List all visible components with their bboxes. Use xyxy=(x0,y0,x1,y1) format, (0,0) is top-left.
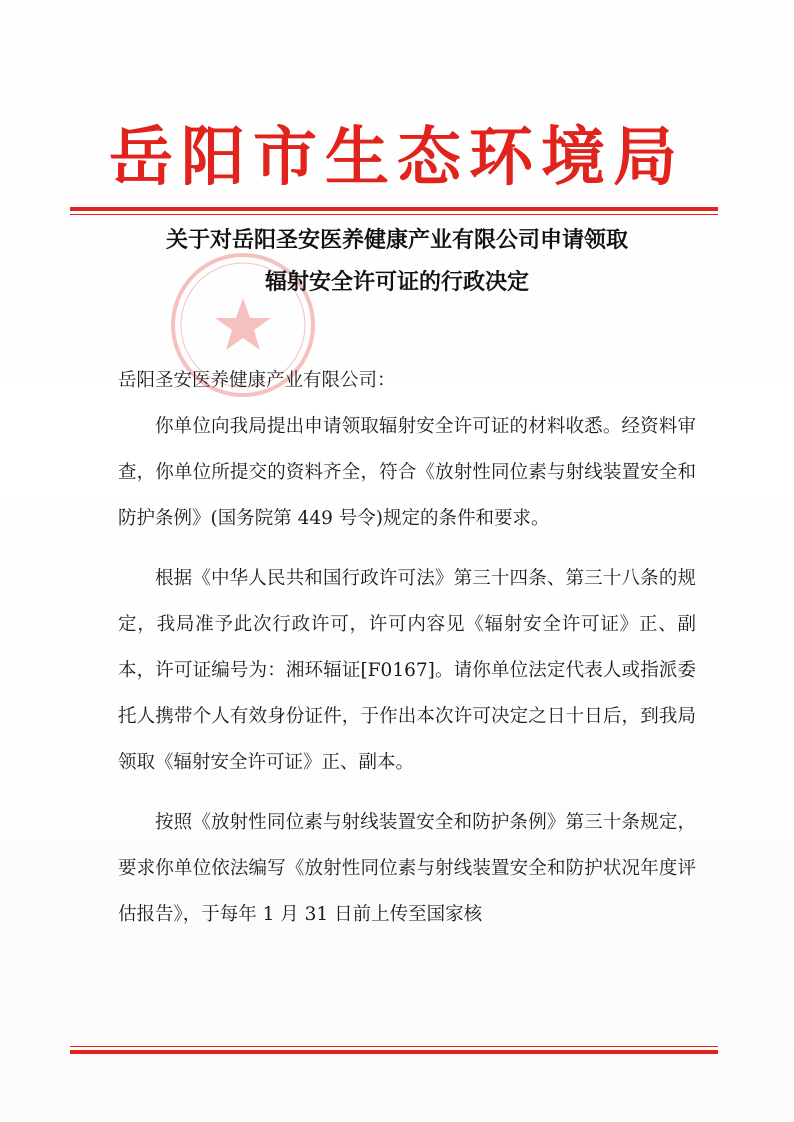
paragraph-1: 你单位向我局提出申请领取辐射安全许可证的材料收悉。经资料审查，你单位所提交的资料齐全，符合《放射性同位素与射线装置安全和防护条例》(国务院第 449 号令)规定的条件和要求。 xyxy=(118,416,696,529)
document-title-line-1: 关于对岳阳圣安医养健康产业有限公司申请领取 xyxy=(165,228,628,253)
paragraph-3: 按照《放射性同位素与射线装置安全和防护条例》第三十条规定，要求你单位依法编写《放射性同位素与射线装置安全和防护状况年度评估报告》，于每年 1 月 31 日前上传至国家核 xyxy=(118,812,696,925)
document-title-line-2: 辐射安全许可证的行政决定 xyxy=(264,270,529,295)
addressee: 岳阳圣安医养健康产业有限公司： xyxy=(118,370,396,391)
document-body xyxy=(118,358,696,938)
letterhead-agency-name: 岳阳市生态环境局 xyxy=(109,120,685,195)
seal-star xyxy=(215,298,271,350)
footer-rule-thick xyxy=(70,1050,718,1054)
footer-rule-thin xyxy=(70,1046,718,1047)
letterhead-rule-thin xyxy=(70,214,718,215)
letterhead-rule-thick xyxy=(70,207,718,211)
paragraph-2: 根据《中华人民共和国行政许可法》第三十四条、第三十八条的规定，我局准予此次行政许可，许可内容见《辐射安全许可证》正、副本，许可证编号为：湘环辐证[F0167]。请你单位法定代表人或指派委托人携带个人有效身份证件，于作出本次许可决定之日十日后，到我局领取《辐射安全许可证》正、副本。 xyxy=(118,568,696,773)
